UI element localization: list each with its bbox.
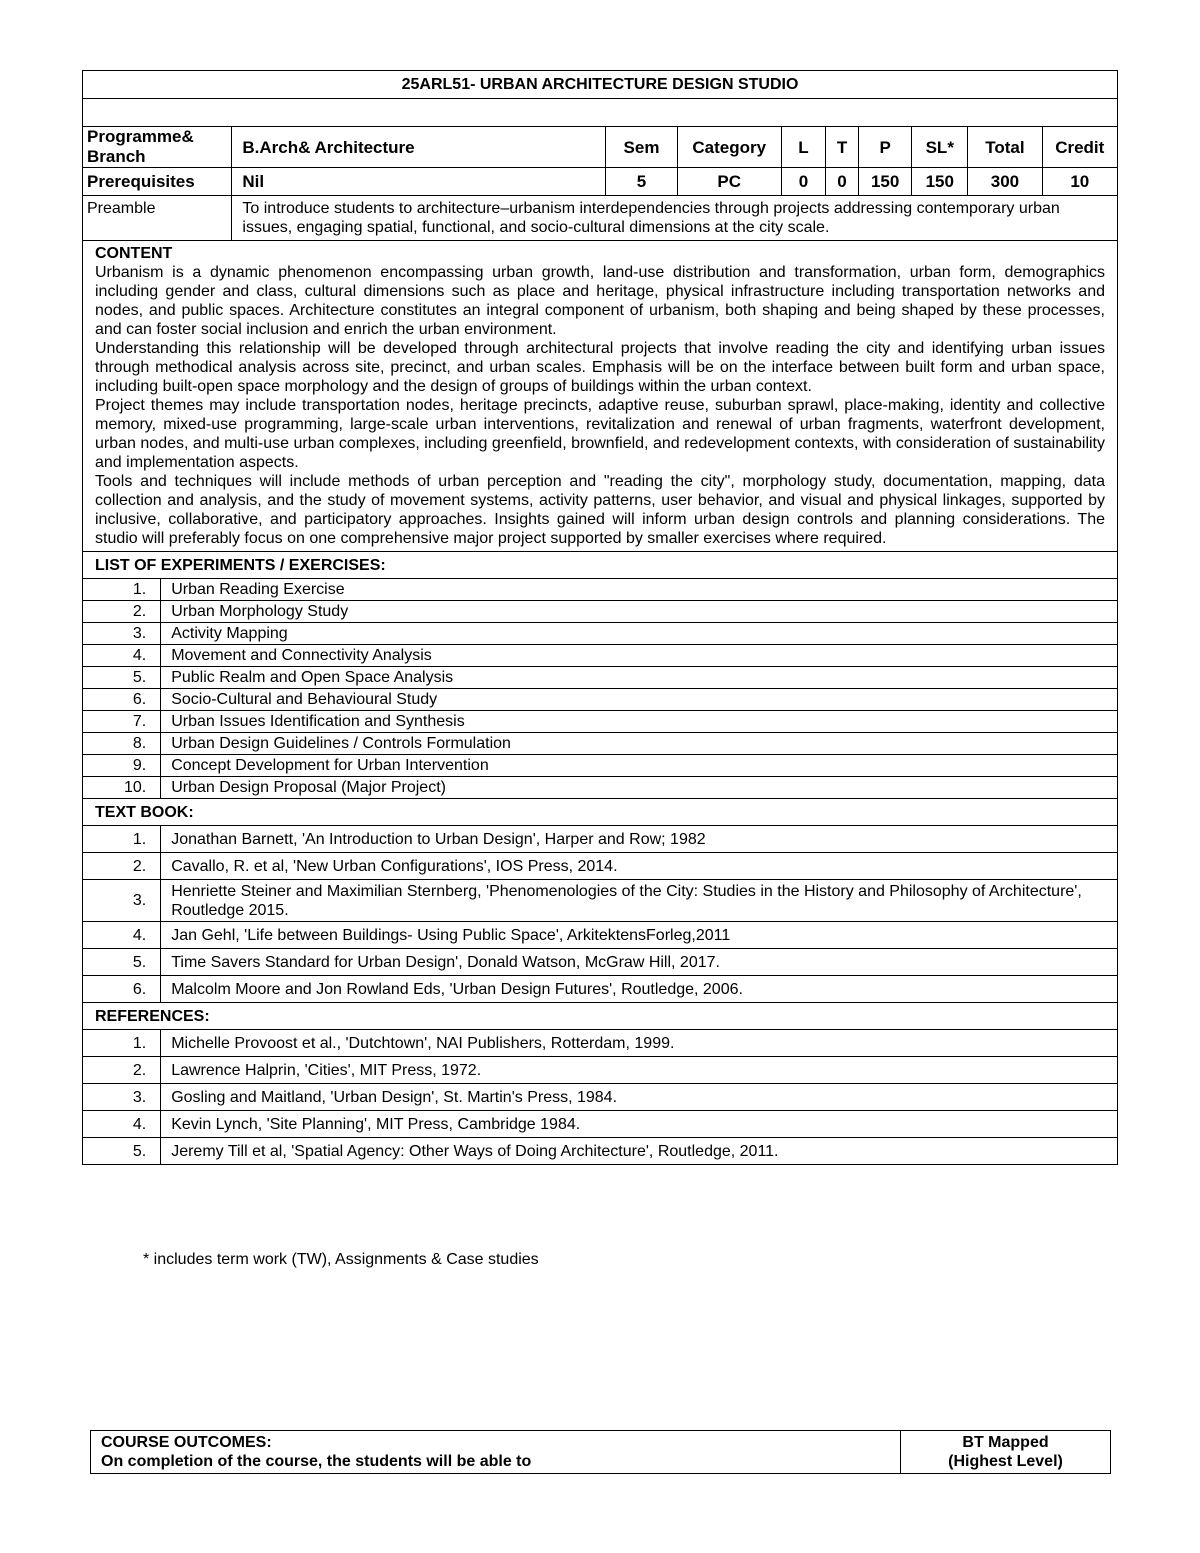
t-header: T <box>825 127 858 168</box>
credit-value: 10 <box>1042 168 1117 196</box>
item-number: 7. <box>83 711 161 733</box>
item-number: 2. <box>83 853 161 880</box>
list-item <box>83 623 1118 645</box>
content-section <box>83 241 1118 552</box>
item-text: Activity Mapping <box>161 623 1118 645</box>
list-item <box>83 880 1118 922</box>
bt-mapped-header <box>901 1431 1111 1474</box>
syllabus-table <box>82 70 1118 1165</box>
item-text: Lawrence Halprin, 'Cities', MIT Press, 1972. <box>161 1057 1118 1084</box>
content-paragraph: Project themes may include transportation nodes, heritage precincts, adaptive reuse, suburban sprawl, place-making, identity and collective memory, mixed-use programming, large-scale urban interventions, revitalization and renewal of urban fragments, waterfront development, urban nodes, and multi-use urban complexes, including greenfield, brownfield, and redevelopment contexts, with consideration of sustainability and implementation aspects. <box>95 397 1105 471</box>
list-item <box>83 601 1118 623</box>
item-number: 1. <box>83 579 161 601</box>
list-item <box>83 1084 1118 1111</box>
item-text: Urban Design Guidelines / Controls Formulation <box>161 733 1118 755</box>
list-item <box>83 826 1118 853</box>
list-item <box>83 949 1118 976</box>
item-text: Gosling and Maitland, 'Urban Design', St. Martin's Press, 1984. <box>161 1084 1118 1111</box>
list-item <box>83 1111 1118 1138</box>
item-number: 6. <box>83 689 161 711</box>
textbook-heading-row <box>83 799 1118 826</box>
experiments-heading-row <box>83 552 1118 579</box>
sem-value: 5 <box>606 168 677 196</box>
list-item <box>83 853 1118 880</box>
course-outcomes-header <box>91 1431 901 1474</box>
references-heading-row <box>83 1003 1118 1030</box>
list-item <box>83 1138 1118 1165</box>
item-text: Urban Issues Identification and Synthesis <box>161 711 1118 733</box>
bt-mapped-subheading: (Highest Level) <box>948 1453 1063 1470</box>
item-text: Jan Gehl, 'Life between Buildings- Using Public Space', ArkitektensForleg,2011 <box>161 922 1118 949</box>
list-item <box>83 689 1118 711</box>
item-text: Jeremy Till et al, 'Spatial Agency: Other Ways of Doing Architecture', Routledge, 2011. <box>161 1138 1118 1165</box>
item-number: 5. <box>83 1138 161 1165</box>
sl-value: 150 <box>912 168 968 196</box>
p-header: P <box>859 127 912 168</box>
list-item <box>83 645 1118 667</box>
item-text: Kevin Lynch, 'Site Planning', MIT Press, Cambridge 1984. <box>161 1111 1118 1138</box>
item-number: 5. <box>83 667 161 689</box>
content-paragraph: Tools and techniques will include methods of urban perception and "reading the city", morphology study, documentation, mapping, data collection and analysis, and the study of movement systems, activity patterns, user behavior, and visual and physical linkages, supported by inclusive, collaborative, and participatory approaches. Insights gained will inform urban design controls and planning considerations. The studio will preferably focus on one comprehensive major project supported by smaller exercises where required. <box>95 473 1105 547</box>
item-number: 9. <box>83 755 161 777</box>
footnote: * includes term work (TW), Assignments & Case studies <box>143 1251 539 1268</box>
item-number: 3. <box>83 623 161 645</box>
list-item <box>83 976 1118 1003</box>
list-item <box>83 777 1118 799</box>
course-title: 25ARL51- URBAN ARCHITECTURE DESIGN STUDIO <box>83 71 1118 99</box>
content-heading: CONTENT <box>95 245 173 262</box>
category-header: Category <box>677 127 781 168</box>
content-paragraph: Urbanism is a dynamic phenomenon encompassing urban growth, land-use distribution and transformation, urban form, demographics including gender and class, cultural dimensions such as place and heritage, physical infrastructure including transportation networks and nodes, and public spaces. Architecture constitutes an integral component of urbanism, both shaping and being shaped by these processes, and can foster social inclusion and enrich the urban environment. <box>95 264 1105 338</box>
item-text: Concept Development for Urban Intervention <box>161 755 1118 777</box>
item-number: 3. <box>83 1084 161 1111</box>
item-number: 1. <box>83 1030 161 1057</box>
list-item <box>83 733 1118 755</box>
item-number: 4. <box>83 645 161 667</box>
category-value: PC <box>677 168 781 196</box>
credit-header: Credit <box>1042 127 1117 168</box>
course-outcomes-table <box>90 1430 1111 1474</box>
programme-branch-header: Programme& Branch <box>83 127 232 168</box>
content-paragraph: Understanding this relationship will be developed through architectural projects that involve reading the city and identifying urban issues through methodical analysis across site, precinct, and urban scales. Emphasis will be on the interface between built form and urban space, including built-open space morphology and the design of groups of buildings within the urban context. <box>95 340 1105 395</box>
prerequisites-label: Prerequisites <box>83 168 232 196</box>
textbook-heading: TEXT BOOK: <box>83 799 1118 826</box>
total-header: Total <box>968 127 1042 168</box>
list-item <box>83 922 1118 949</box>
list-item <box>83 1030 1118 1057</box>
list-item <box>83 755 1118 777</box>
list-item <box>83 579 1118 601</box>
item-number: 5. <box>83 949 161 976</box>
sem-header: Sem <box>606 127 677 168</box>
l-value: 0 <box>781 168 825 196</box>
preamble-row <box>83 196 1118 241</box>
l-header: L <box>781 127 825 168</box>
references-heading: REFERENCES: <box>83 1003 1118 1030</box>
programme-branch-value: B.Arch& Architecture <box>232 127 606 168</box>
total-value: 300 <box>968 168 1042 196</box>
content-row <box>83 241 1118 552</box>
preamble-text: To introduce students to architecture–urbanism interdependencies through projects addressing contemporary urban issues, engaging spatial, functional, and socio-cultural dimensions at the city scale. <box>232 196 1118 241</box>
item-number: 3. <box>83 880 161 922</box>
item-text: Malcolm Moore and Jon Rowland Eds, 'Urban Design Futures', Routledge, 2006. <box>161 976 1118 1003</box>
header-row <box>83 127 1118 168</box>
item-text: Urban Reading Exercise <box>161 579 1118 601</box>
item-text: Movement and Connectivity Analysis <box>161 645 1118 667</box>
bt-mapped-heading: BT Mapped <box>962 1434 1049 1451</box>
item-number: 2. <box>83 1057 161 1084</box>
item-text: Public Realm and Open Space Analysis <box>161 667 1118 689</box>
list-item <box>83 711 1118 733</box>
item-number: 6. <box>83 976 161 1003</box>
list-item <box>83 667 1118 689</box>
item-number: 2. <box>83 601 161 623</box>
item-number: 1. <box>83 826 161 853</box>
item-text: Urban Morphology Study <box>161 601 1118 623</box>
item-number: 4. <box>83 922 161 949</box>
item-text: Urban Design Proposal (Major Project) <box>161 777 1118 799</box>
item-text: Socio-Cultural and Behavioural Study <box>161 689 1118 711</box>
p-value: 150 <box>859 168 912 196</box>
item-text: Cavallo, R. et al, 'New Urban Configurations', IOS Press, 2014. <box>161 853 1118 880</box>
item-text: Jonathan Barnett, 'An Introduction to Urban Design', Harper and Row; 1982 <box>161 826 1118 853</box>
item-text: Michelle Provoost et al., 'Dutchtown', NAI Publishers, Rotterdam, 1999. <box>161 1030 1118 1057</box>
item-number: 8. <box>83 733 161 755</box>
item-text: Henriette Steiner and Maximilian Sternberg, 'Phenomenologies of the City: Studies in the History and Philosophy of Architecture', Routledge 2015. <box>161 880 1118 922</box>
sl-header: SL* <box>912 127 968 168</box>
item-text: Time Savers Standard for Urban Design', Donald Watson, McGraw Hill, 2017. <box>161 949 1118 976</box>
blank-row <box>83 99 1118 127</box>
list-item <box>83 1057 1118 1084</box>
course-outcomes-subheading: On completion of the course, the students will be able to <box>101 1453 532 1470</box>
t-value: 0 <box>825 168 858 196</box>
course-outcomes-heading: COURSE OUTCOMES: <box>101 1434 272 1451</box>
preamble-label: Preamble <box>83 196 232 241</box>
prerequisites-value: Nil <box>232 168 606 196</box>
experiments-heading: LIST OF EXPERIMENTS / EXERCISES: <box>83 552 1118 579</box>
item-number: 10. <box>83 777 161 799</box>
prerequisites-row <box>83 168 1118 196</box>
item-number: 4. <box>83 1111 161 1138</box>
